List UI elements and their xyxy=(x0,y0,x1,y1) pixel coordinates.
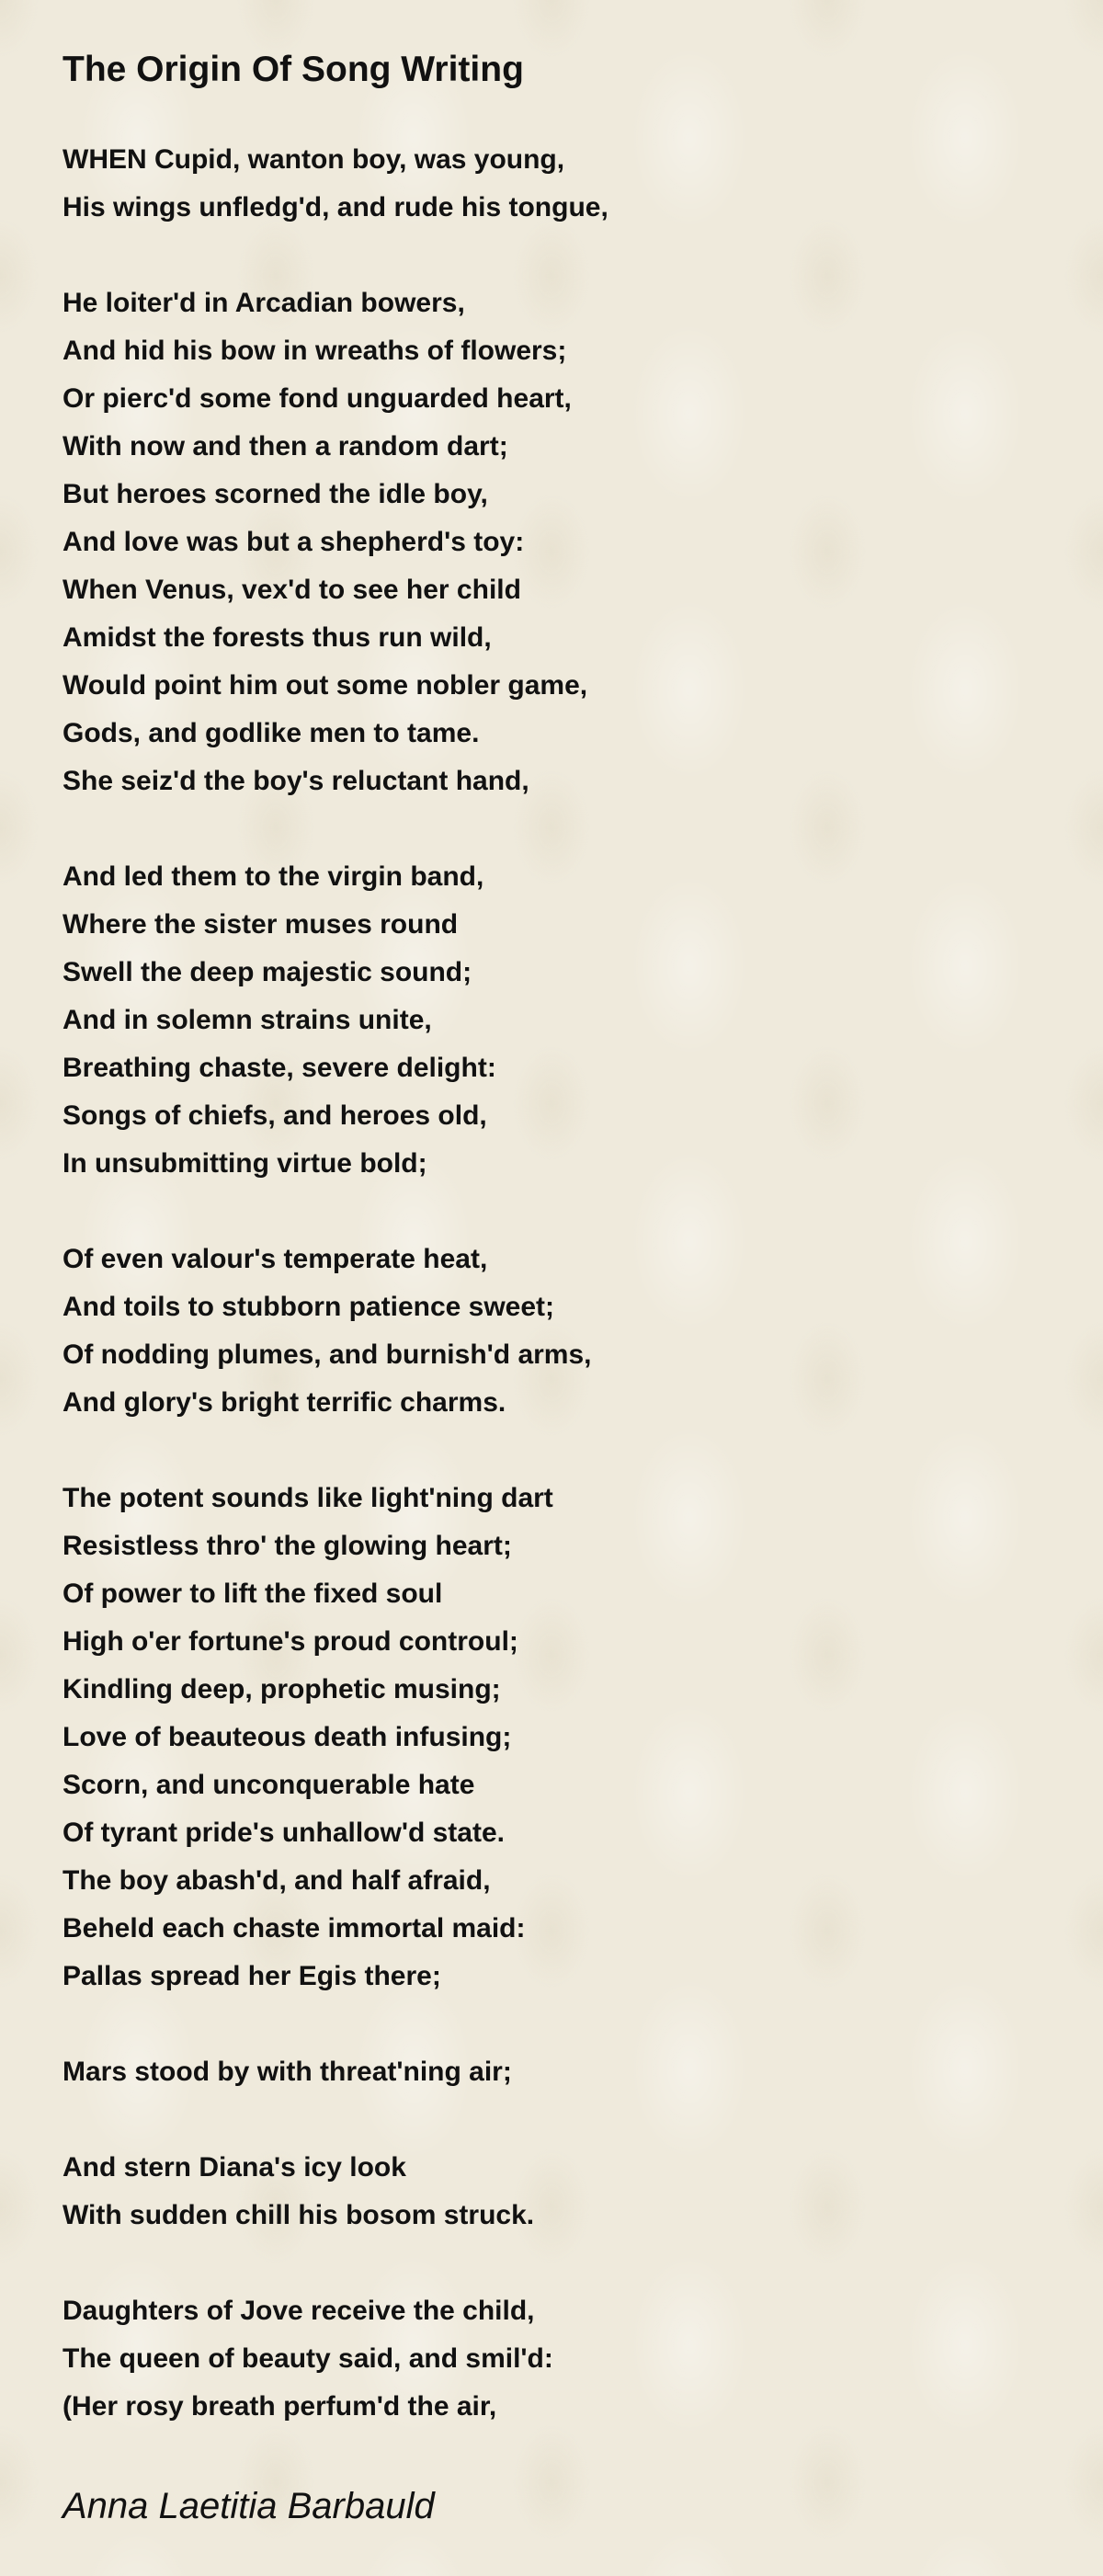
stanza xyxy=(63,136,1074,232)
stanza xyxy=(63,1475,1074,2000)
poem-line: Swell the deep majestic sound; xyxy=(63,957,472,987)
poem-line: Would point him out some nobler game, xyxy=(63,670,588,701)
poem-line: Amidst the forests thus run wild, xyxy=(63,622,492,653)
poem-line: Of even valour's temperate heat, xyxy=(63,1244,488,1274)
poem-line: She seiz'd the boy's reluctant hand, xyxy=(63,766,529,796)
poem-line: Kindling deep, prophetic musing; xyxy=(63,1674,501,1704)
poem-line: Love of beauteous death infusing; xyxy=(63,1722,512,1752)
poem-line: Songs of chiefs, and heroes old, xyxy=(63,1100,487,1131)
poem-line: High o'er fortune's proud controul; xyxy=(63,1626,518,1657)
stanza xyxy=(63,2144,1074,2240)
poem-line: And in solemn strains unite, xyxy=(63,1005,432,1035)
poem-line: Resistless thro' the glowing heart; xyxy=(63,1531,512,1561)
stanza xyxy=(63,279,1074,805)
poem-line: Of tyrant pride's unhallow'd state. xyxy=(63,1818,505,1848)
poem-line: Gods, and godlike men to tame. xyxy=(63,718,480,748)
stanza xyxy=(63,2287,1074,2431)
poem-line: He loiter'd in Arcadian bowers, xyxy=(63,288,465,318)
poem-line: And love was but a shepherd's toy: xyxy=(63,527,525,557)
poem-body xyxy=(63,136,1074,2479)
poem-line: With now and then a random dart; xyxy=(63,431,508,462)
poem-line: And led them to the virgin band, xyxy=(63,861,484,892)
poem-line: Mars stood by with threat'ning air; xyxy=(63,2057,512,2087)
poem-line: The queen of beauty said, and smil'd: xyxy=(63,2343,553,2374)
poem-line: Of nodding plumes, and burnish'd arms, xyxy=(63,1339,592,1370)
poem-line: In unsubmitting virtue bold; xyxy=(63,1148,427,1179)
stanza xyxy=(63,2048,1074,2096)
poem-line: But heroes scorned the idle boy, xyxy=(63,479,488,509)
poem-line: And glory's bright terrific charms. xyxy=(63,1387,506,1418)
poem-line: With sudden chill his bosom struck. xyxy=(63,2200,535,2230)
poem-line: (Her rosy breath perfum'd the air, xyxy=(63,2391,497,2422)
poem-line: And toils to stubborn patience sweet; xyxy=(63,1292,555,1322)
poem-line: Where the sister muses round xyxy=(63,909,459,940)
poem-line: The potent sounds like light'ning dart xyxy=(63,1483,553,1513)
poem-line: The boy abash'd, and half afraid, xyxy=(63,1865,491,1896)
poem-line: Pallas spread her Egis there; xyxy=(63,1961,441,1991)
poem-line: WHEN Cupid, wanton boy, was young, xyxy=(63,144,565,175)
poem-line: Breathing chaste, severe delight: xyxy=(63,1053,496,1083)
poem-line: Beheld each chaste immortal maid: xyxy=(63,1913,526,1943)
poem-line: Or pierc'd some fond unguarded heart, xyxy=(63,383,572,414)
poem-line: And stern Diana's icy look xyxy=(63,2152,406,2183)
poem-line: Scorn, and unconquerable hate xyxy=(63,1770,475,1800)
poem-author: Anna Laetitia Barbauld xyxy=(63,2486,435,2526)
poem-line: Daughters of Jove receive the child, xyxy=(63,2296,535,2326)
stanza xyxy=(63,853,1074,1188)
poem-title: The Origin Of Song Writing xyxy=(63,50,524,89)
stanza xyxy=(63,1236,1074,1427)
poem-line: And hid his bow in wreaths of flowers; xyxy=(63,336,567,366)
poem-line: His wings unfledg'd, and rude his tongue, xyxy=(63,192,608,222)
poem-line: Of power to lift the fixed soul xyxy=(63,1579,443,1609)
poem-line: When Venus, vex'd to see her child xyxy=(63,575,521,605)
